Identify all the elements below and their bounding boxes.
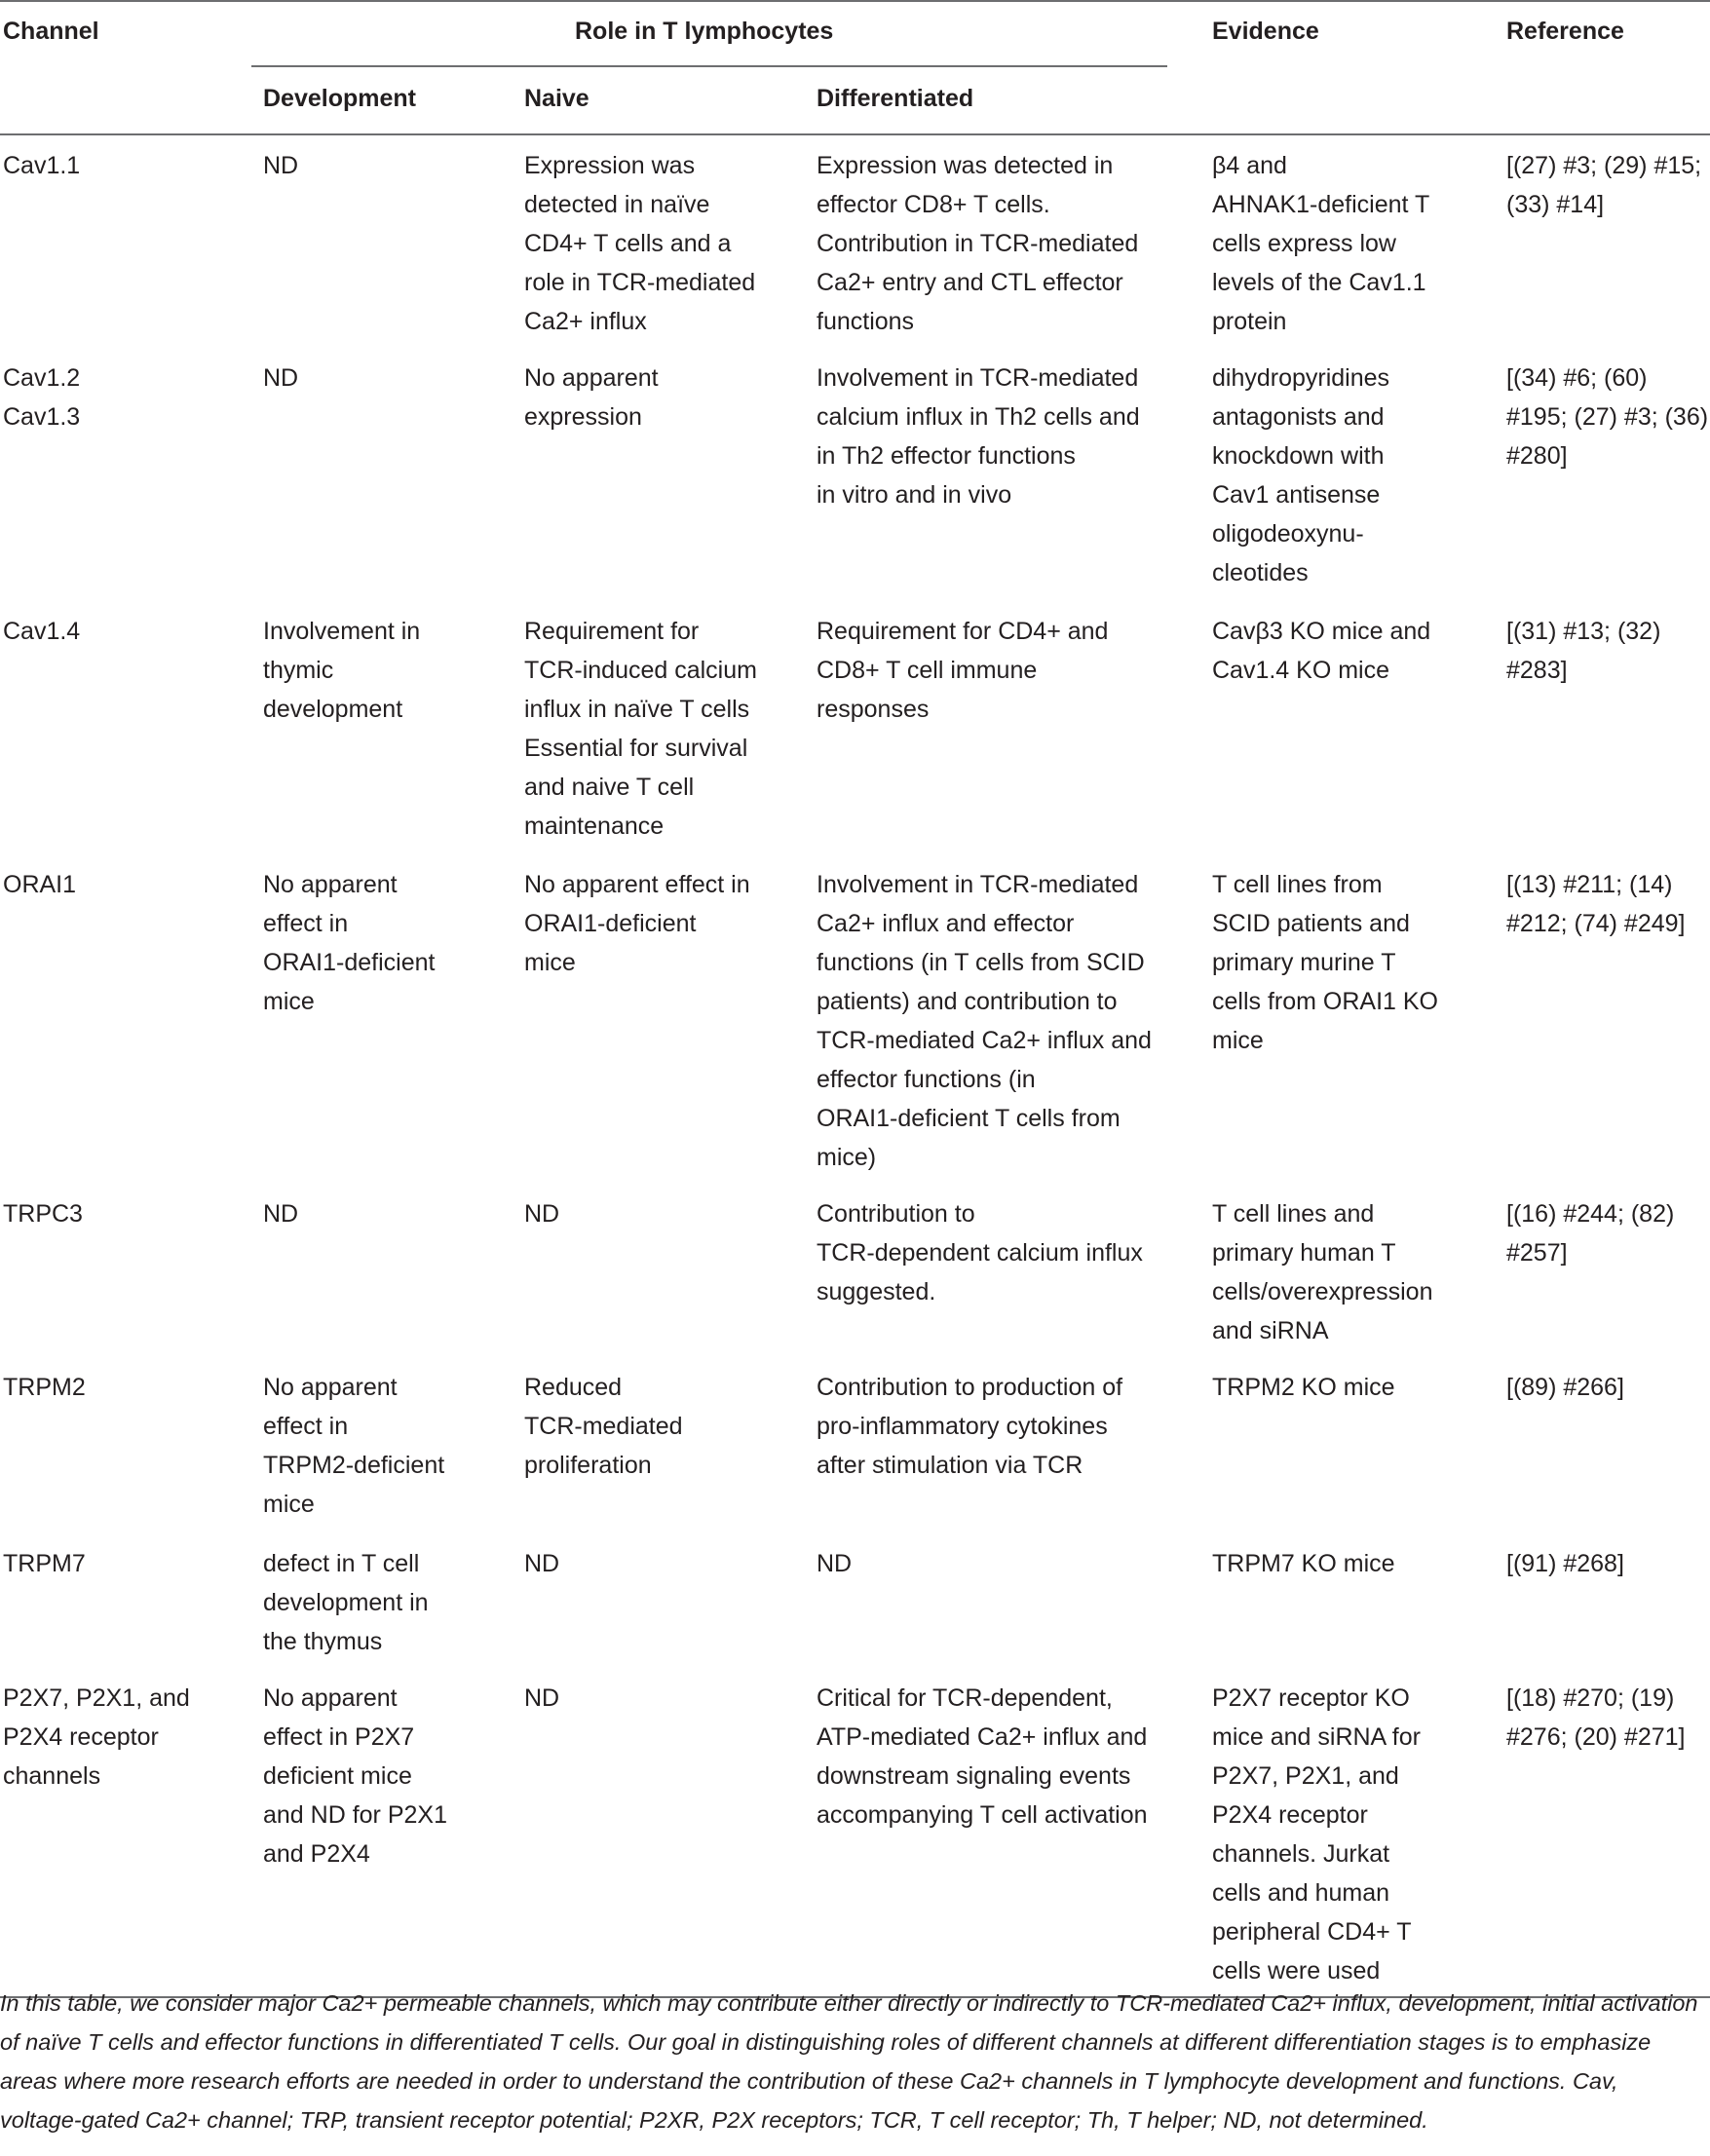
header-differentiated: Differentiated bbox=[817, 85, 974, 112]
cell-channel-line: Cav1.3 bbox=[3, 403, 81, 431]
cell-reference bbox=[1506, 146, 1701, 224]
cell-naive-line: No apparent effect in bbox=[524, 871, 750, 898]
cell-evidence-line: SCID patients and bbox=[1212, 910, 1410, 937]
cell-naive-line: ORAI1-deficient bbox=[524, 910, 697, 937]
cell-evidence-line: cells were used bbox=[1212, 1957, 1381, 1985]
cell-evidence bbox=[1212, 612, 1430, 690]
cell-naive bbox=[524, 612, 757, 846]
cell-naive-line: No apparent bbox=[524, 364, 659, 392]
cell-naive-line: Essential for survival bbox=[524, 735, 748, 762]
cell-reference-line: [(18) #270; (19) bbox=[1506, 1684, 1675, 1712]
cell-development-line: No apparent bbox=[263, 871, 398, 898]
cell-evidence bbox=[1212, 1194, 1433, 1350]
cell-evidence-line: cells/overexpression bbox=[1212, 1278, 1433, 1305]
cell-differentiated-line: Contribution in TCR-mediated bbox=[817, 230, 1139, 257]
cell-evidence-line: levels of the Cav1.1 bbox=[1212, 269, 1426, 296]
cell-development-line: the thymus bbox=[263, 1628, 383, 1655]
cell-channel-line: P2X7, P2X1, and bbox=[3, 1684, 190, 1712]
cell-channel bbox=[3, 1679, 190, 1796]
cell-reference-line: [(27) #3; (29) #15; bbox=[1506, 152, 1702, 179]
cell-differentiated-line: TCR-dependent calcium influx bbox=[817, 1239, 1143, 1267]
cell-reference-line: #283] bbox=[1506, 657, 1568, 684]
cell-differentiated-line: TCR-mediated Ca2+ influx and bbox=[817, 1027, 1152, 1054]
cell-naive-line: maintenance bbox=[524, 813, 665, 840]
cell-differentiated bbox=[817, 865, 1152, 1177]
cell-development-line: effect in bbox=[263, 1413, 349, 1440]
cell-differentiated bbox=[817, 1544, 852, 1583]
cell-evidence-line: AHNAK1-deficient T bbox=[1212, 191, 1430, 218]
cell-naive-line: detected in naïve bbox=[524, 191, 710, 218]
header-channel: Channel bbox=[3, 18, 99, 45]
cell-channel-line: TRPM7 bbox=[3, 1550, 86, 1577]
cell-development bbox=[263, 1368, 444, 1524]
cell-reference-line: [(13) #211; (14) bbox=[1506, 871, 1673, 898]
cell-reference-line: #280] bbox=[1506, 442, 1568, 470]
cell-reference-line: #257] bbox=[1506, 1239, 1568, 1267]
cell-evidence-line: T cell lines and bbox=[1212, 1200, 1375, 1228]
cell-evidence bbox=[1212, 1544, 1395, 1583]
cell-development-line: TRPM2-deficient bbox=[263, 1452, 445, 1479]
cell-differentiated-line: effector CD8+ T cells. bbox=[817, 191, 1050, 218]
cell-naive bbox=[524, 1679, 559, 1718]
cell-development-line: deficient mice bbox=[263, 1762, 412, 1790]
cell-evidence-line: TRPM7 KO mice bbox=[1212, 1550, 1395, 1577]
cell-differentiated-line: Contribution to bbox=[817, 1200, 975, 1228]
header-rule bbox=[0, 133, 1710, 135]
cell-reference-line: #212; (74) #249] bbox=[1506, 910, 1686, 937]
cell-naive bbox=[524, 359, 659, 436]
header-development: Development bbox=[263, 85, 416, 112]
cell-differentiated-line: after stimulation via TCR bbox=[817, 1452, 1083, 1479]
cell-reference-line: [(34) #6; (60) bbox=[1506, 364, 1648, 392]
cell-differentiated bbox=[817, 1194, 1143, 1311]
cell-channel bbox=[3, 1544, 86, 1583]
cell-evidence-line: oligodeoxynu- bbox=[1212, 520, 1364, 548]
cell-development-line: thymic bbox=[263, 657, 334, 684]
footnote-line: of naïve T cells and effector functions in differentiated T cells. Our goal in distinguishing roles of different channels at different differentiation stages is to emphasize bbox=[0, 2029, 1652, 2055]
cell-naive-line: influx in naïve T cells bbox=[524, 696, 750, 723]
cell-naive-line: ND bbox=[524, 1550, 560, 1577]
cell-reference-line: (33) #14] bbox=[1506, 191, 1605, 218]
cell-channel-line: ORAI1 bbox=[3, 871, 77, 898]
cell-differentiated-line: accompanying T cell activation bbox=[817, 1801, 1148, 1829]
cell-reference bbox=[1506, 1679, 1685, 1757]
cell-channel bbox=[3, 865, 76, 904]
cell-differentiated-line: mice) bbox=[817, 1144, 877, 1171]
cell-naive bbox=[524, 1368, 683, 1485]
cell-differentiated-line: functions (in T cells from SCID bbox=[817, 949, 1145, 976]
cell-evidence-line: knockdown with bbox=[1212, 442, 1385, 470]
cell-reference bbox=[1506, 1368, 1624, 1407]
cell-evidence-line: T cell lines from bbox=[1212, 871, 1383, 898]
cell-development-line: Involvement in bbox=[263, 618, 421, 645]
cell-evidence-line: β4 and bbox=[1212, 152, 1287, 179]
cell-evidence-line: P2X7 receptor KO bbox=[1212, 1684, 1410, 1712]
cell-channel bbox=[3, 1368, 86, 1407]
cell-naive-line: TCR-mediated bbox=[524, 1413, 683, 1440]
cell-naive-line: Expression was bbox=[524, 152, 696, 179]
cell-evidence-line: channels. Jurkat bbox=[1212, 1840, 1390, 1868]
cell-development bbox=[263, 865, 435, 1021]
cell-naive-line: and naive T cell bbox=[524, 774, 695, 801]
cell-evidence-line: protein bbox=[1212, 308, 1287, 335]
cell-naive-line: ND bbox=[524, 1200, 560, 1228]
cell-naive-line: Ca2+ influx bbox=[524, 308, 647, 335]
cell-evidence bbox=[1212, 1679, 1421, 1990]
cell-reference bbox=[1506, 612, 1660, 690]
footnote-line: voltage-gated Ca2+ channel; TRP, transient receptor potential; P2XR, P2X receptors; TCR, T cell receptor; Th, T helper; ND, not determined. bbox=[0, 2107, 1428, 2133]
cell-evidence bbox=[1212, 359, 1389, 592]
cell-evidence-line: peripheral CD4+ T bbox=[1212, 1918, 1412, 1946]
cell-evidence bbox=[1212, 865, 1438, 1060]
cell-evidence-line: cleotides bbox=[1212, 559, 1309, 586]
cell-differentiated-line: functions bbox=[817, 308, 915, 335]
cell-differentiated-line: Expression was detected in bbox=[817, 152, 1114, 179]
cell-evidence-line: cells express low bbox=[1212, 230, 1396, 257]
cell-development-line: mice bbox=[263, 1491, 315, 1518]
cell-channel-line: P2X4 receptor bbox=[3, 1723, 159, 1751]
header-evidence: Evidence bbox=[1212, 18, 1319, 45]
cell-differentiated-line: ND bbox=[817, 1550, 853, 1577]
cell-evidence-line: and siRNA bbox=[1212, 1317, 1329, 1344]
cell-evidence-line: primary murine T bbox=[1212, 949, 1396, 976]
cell-naive-line: mice bbox=[524, 949, 576, 976]
cell-naive-line: expression bbox=[524, 403, 642, 431]
cell-development-line: defect in T cell bbox=[263, 1550, 420, 1577]
cell-evidence-line: antagonists and bbox=[1212, 403, 1385, 431]
cell-development bbox=[263, 146, 298, 185]
cell-development-line: No apparent bbox=[263, 1374, 398, 1401]
cell-differentiated bbox=[817, 612, 1108, 729]
cell-differentiated-line: downstream signaling events bbox=[817, 1762, 1131, 1790]
cell-reference-line: [(91) #268] bbox=[1506, 1550, 1624, 1577]
table-footnote bbox=[0, 1984, 1710, 2139]
cell-differentiated-line: patients) and contribution to bbox=[817, 988, 1118, 1015]
cell-channel bbox=[3, 612, 80, 651]
cell-naive-line: proliferation bbox=[524, 1452, 652, 1479]
cell-reference-line: #276; (20) #271] bbox=[1506, 1723, 1686, 1751]
cell-development-line: effect in bbox=[263, 910, 349, 937]
cell-naive-line: Reduced bbox=[524, 1374, 623, 1401]
top-rule bbox=[0, 0, 1710, 2]
header-naive: Naive bbox=[524, 85, 589, 112]
cell-evidence-line: P2X4 receptor bbox=[1212, 1801, 1368, 1829]
cell-evidence-line: Cav1.4 KO mice bbox=[1212, 657, 1390, 684]
cell-differentiated-line: Ca2+ entry and CTL effector bbox=[817, 269, 1123, 296]
cell-channel bbox=[3, 1194, 83, 1233]
cell-differentiated-line: in vitro and in vivo bbox=[817, 481, 1012, 509]
cell-evidence-line: cells from ORAI1 KO bbox=[1212, 988, 1438, 1015]
cell-evidence bbox=[1212, 1368, 1395, 1407]
cell-differentiated-line: Ca2+ influx and effector bbox=[817, 910, 1075, 937]
cell-differentiated-line: effector functions (in bbox=[817, 1066, 1036, 1093]
cell-naive-line: TCR-induced calcium bbox=[524, 657, 757, 684]
cell-evidence bbox=[1212, 146, 1429, 341]
cell-development-line: mice bbox=[263, 988, 315, 1015]
cell-channel-line: TRPC3 bbox=[3, 1200, 83, 1228]
cell-development bbox=[263, 612, 420, 729]
cell-differentiated-line: Critical for TCR-dependent, bbox=[817, 1684, 1113, 1712]
cell-channel-line: Cav1.1 bbox=[3, 152, 81, 179]
cell-evidence-line: Cav1 antisense bbox=[1212, 481, 1381, 509]
cell-development-line: ND bbox=[263, 364, 299, 392]
cell-differentiated-line: in Th2 effector functions bbox=[817, 442, 1076, 470]
cell-channel-line: Cav1.4 bbox=[3, 618, 81, 645]
cell-evidence-line: TRPM2 KO mice bbox=[1212, 1374, 1395, 1401]
cell-naive bbox=[524, 146, 755, 341]
cell-naive bbox=[524, 865, 750, 982]
cell-reference bbox=[1506, 1544, 1624, 1583]
cell-reference-line: [(89) #266] bbox=[1506, 1374, 1624, 1401]
cell-differentiated bbox=[817, 1368, 1122, 1485]
cell-reference bbox=[1506, 1194, 1674, 1272]
cell-naive-line: ND bbox=[524, 1684, 560, 1712]
cell-differentiated-line: pro-inflammatory cytokines bbox=[817, 1413, 1108, 1440]
cell-naive-line: role in TCR-mediated bbox=[524, 269, 756, 296]
cell-development bbox=[263, 359, 298, 397]
cell-differentiated bbox=[817, 359, 1140, 514]
cell-differentiated-line: ORAI1-deficient T cells from bbox=[817, 1105, 1121, 1132]
cell-development-line: ORAI1-deficient bbox=[263, 949, 436, 976]
cell-reference bbox=[1506, 865, 1685, 943]
role-subheader-rule bbox=[251, 65, 1167, 67]
cell-reference-line: [(16) #244; (82) bbox=[1506, 1200, 1675, 1228]
cell-differentiated bbox=[817, 1679, 1148, 1834]
cell-differentiated-line: Involvement in TCR-mediated bbox=[817, 364, 1139, 392]
cell-channel-line: Cav1.2 bbox=[3, 364, 81, 392]
cell-channel-line: TRPM2 bbox=[3, 1374, 86, 1401]
cell-naive bbox=[524, 1194, 559, 1233]
cell-differentiated-line: Contribution to production of bbox=[817, 1374, 1123, 1401]
cell-development bbox=[263, 1194, 298, 1233]
cell-differentiated-line: Requirement for CD4+ and bbox=[817, 618, 1109, 645]
cell-development-line: ND bbox=[263, 152, 299, 179]
cell-development-line: and ND for P2X1 bbox=[263, 1801, 447, 1829]
cell-channel bbox=[3, 146, 80, 185]
cell-naive bbox=[524, 1544, 559, 1583]
cell-reference bbox=[1506, 359, 1708, 475]
cell-reference-line: #195; (27) #3; (36) bbox=[1506, 403, 1709, 431]
cell-evidence-line: P2X7, P2X1, and bbox=[1212, 1762, 1399, 1790]
cell-development-line: development in bbox=[263, 1589, 429, 1616]
cell-development bbox=[263, 1679, 447, 1873]
cell-differentiated-line: calcium influx in Th2 cells and bbox=[817, 403, 1140, 431]
cell-development-line: No apparent bbox=[263, 1684, 398, 1712]
cell-development-line: development bbox=[263, 696, 403, 723]
cell-channel-line: channels bbox=[3, 1762, 101, 1790]
cell-evidence-line: Cavβ3 KO mice and bbox=[1212, 618, 1431, 645]
cell-differentiated-line: suggested. bbox=[817, 1278, 936, 1305]
cell-differentiated bbox=[817, 146, 1138, 341]
cell-evidence-line: dihydropyridines bbox=[1212, 364, 1390, 392]
cell-differentiated-line: ATP-mediated Ca2+ influx and bbox=[817, 1723, 1148, 1751]
cell-development-line: and P2X4 bbox=[263, 1840, 370, 1868]
cell-differentiated-line: Involvement in TCR-mediated bbox=[817, 871, 1139, 898]
cell-naive-line: CD4+ T cells and a bbox=[524, 230, 732, 257]
cell-reference-line: [(31) #13; (32) bbox=[1506, 618, 1661, 645]
cell-channel bbox=[3, 359, 80, 436]
cell-development-line: ND bbox=[263, 1200, 299, 1228]
cell-naive-line: Requirement for bbox=[524, 618, 700, 645]
cell-development bbox=[263, 1544, 429, 1661]
footnote-line: In this table, we consider major Ca2+ permeable channels, which may contribute either directly or indirectly to TCR-mediated Ca2+ influx, development, initial activation bbox=[0, 1990, 1698, 2016]
cell-development-line: effect in P2X7 bbox=[263, 1723, 415, 1751]
footnote-line: areas where more research efforts are needed in order to understand the contribution of these Ca2+ channels in T lymphocyte development and functions. Cav, bbox=[0, 2068, 1618, 2094]
cell-evidence-line: cells and human bbox=[1212, 1879, 1390, 1907]
cell-evidence-line: mice bbox=[1212, 1027, 1264, 1054]
cell-differentiated-line: CD8+ T cell immune bbox=[817, 657, 1038, 684]
cell-evidence-line: mice and siRNA for bbox=[1212, 1723, 1421, 1751]
header-reference: Reference bbox=[1506, 18, 1624, 45]
header-role: Role in T lymphocytes bbox=[575, 18, 834, 45]
cell-differentiated-line: responses bbox=[817, 696, 930, 723]
cell-evidence-line: primary human T bbox=[1212, 1239, 1396, 1267]
